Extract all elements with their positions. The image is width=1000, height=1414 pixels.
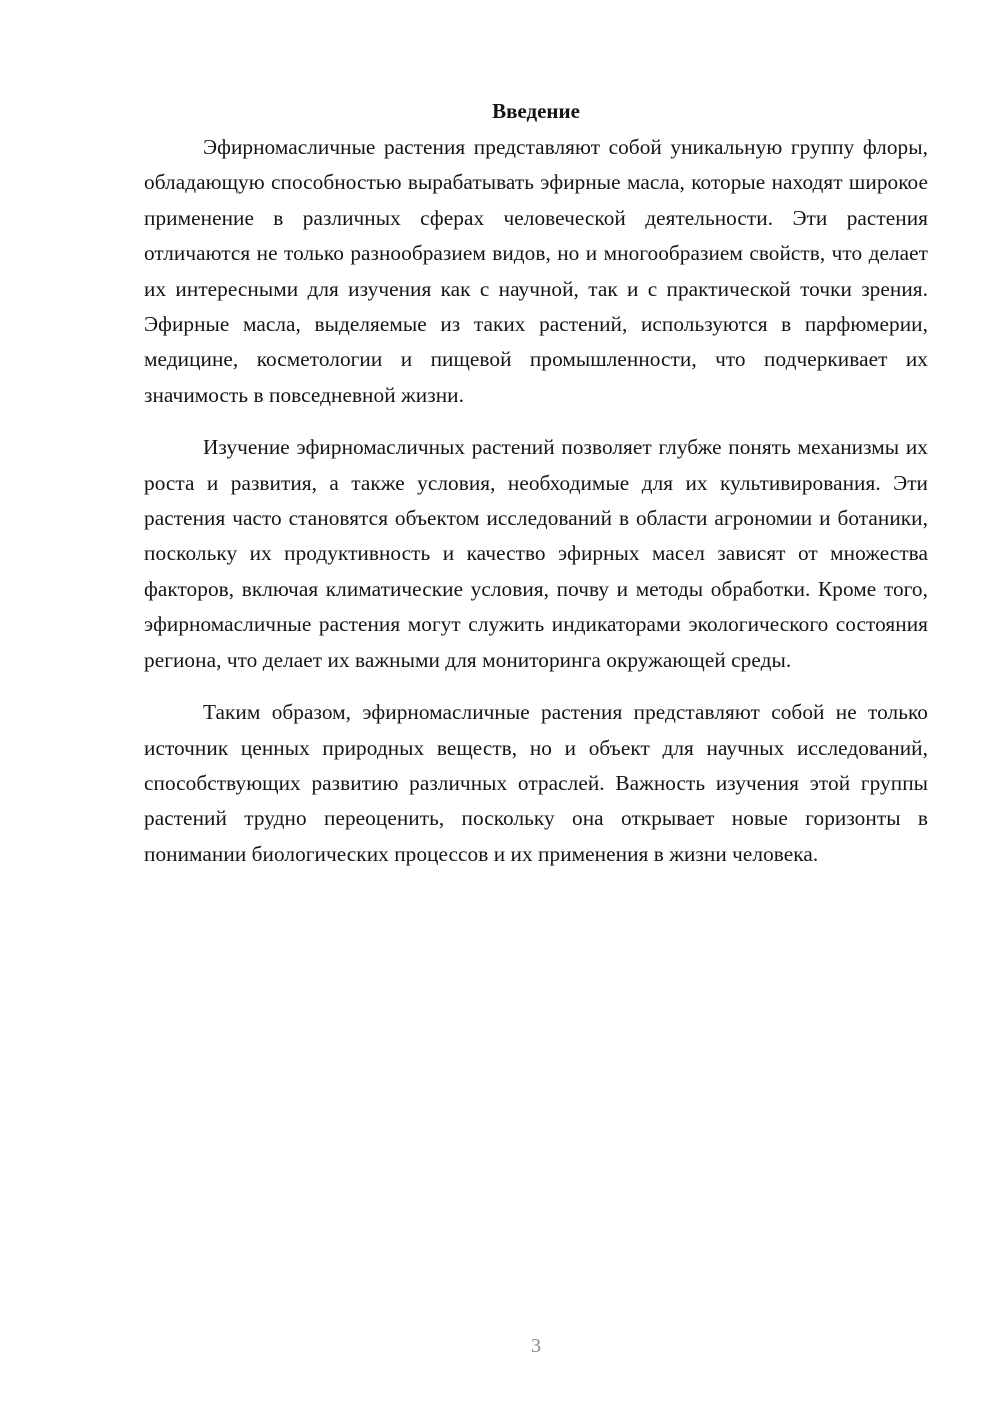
section-heading: Введение [492, 99, 580, 123]
page-number: 3 [531, 1335, 541, 1357]
paragraph-2: Изучение эфирномасличных растений позволяет глубже понять механизмы их роста и развития, а также условия, необходимые для их культивирования. Эти растения часто становятся объектом исследований в области агрономии и ботаники, поскольку их продуктивность и качество эфирных масел зависят от множества факторов, включая климатические условия, почву и методы обработки. Кроме того, эфирномасличные растения могут служить индикаторами экологического состояния региона, что делает их важными для мониторинга окружающей среды. [144, 435, 928, 672]
paragraph-3: Таким образом, эфирномасличные растения представляют собой не только источник ценных природных веществ, но и объект для научных исследований, способствующих развитию различных отраслей. Важность изучения этой группы растений трудно переоценить, поскольку она открывает новые горизонты в понимании биологических процессов и их применения в жизни человека. [144, 700, 928, 866]
page-content [144, 96, 928, 889]
paragraph-1: Эфирномасличные растения представляют собой уникальную группу флоры, обладающую способностью вырабатывать эфирные масла, которые находят широкое применение в различных сферах человеческой деятельности. Эти растения отличаются не только разнообразием видов, но и многообразием свойств, что делает их интересными для изучения как с научной, так и с практической точки зрения. Эфирные масла, выделяемые из таких растений, используются в парфюмерии, медицине, косметологии и пищевой промышленности, что подчеркивает их значимость в повседневной жизни. [144, 135, 928, 407]
